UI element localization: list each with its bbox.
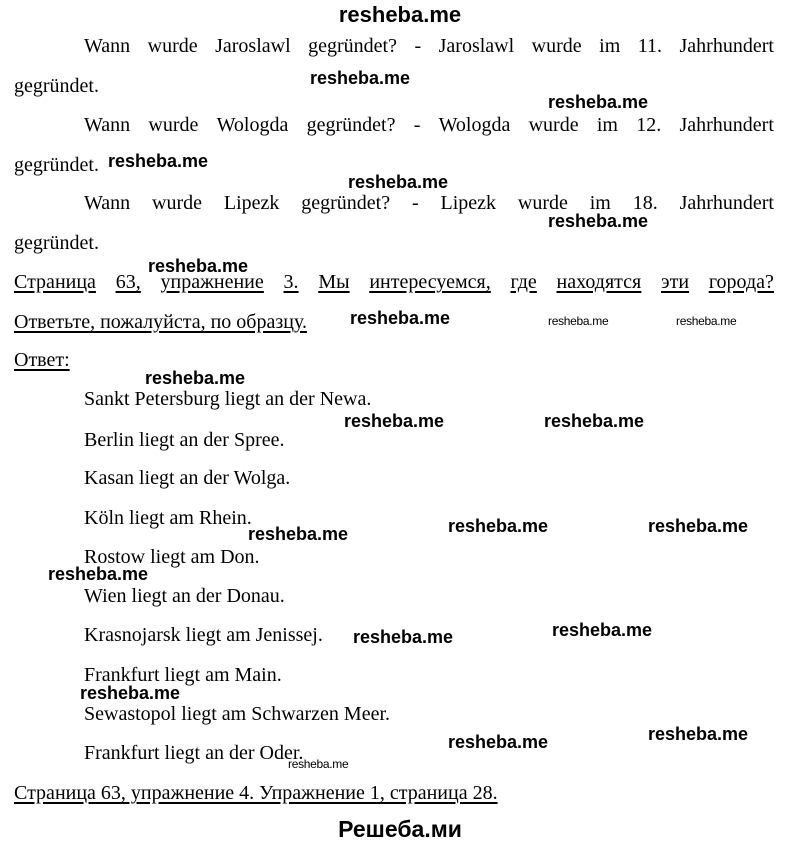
- paragraph-line: gegründet.: [14, 232, 99, 254]
- word: Jaroslawl: [215, 35, 291, 57]
- word: 11.: [637, 35, 663, 57]
- answer-item: Wien liegt an der Donau.: [84, 585, 285, 607]
- word: Wann: [84, 35, 131, 57]
- word: wurde: [531, 35, 582, 57]
- word: -: [413, 114, 421, 136]
- watermark: resheba.me: [145, 368, 246, 388]
- paragraph-lipezk: [14, 191, 774, 255]
- answer-item: Sankt Petersburg liegt an der Newa.: [84, 388, 372, 410]
- watermark: resheba.me: [548, 211, 649, 231]
- watermark: resheba.me: [48, 564, 149, 584]
- word: Страница: [14, 271, 96, 293]
- word: 18.: [632, 192, 658, 214]
- watermark: resheba.me: [80, 683, 181, 703]
- word: Мы: [318, 271, 350, 293]
- word: gegründet?: [308, 35, 397, 57]
- paragraph-line: [84, 113, 774, 137]
- answer-item: Frankfurt liegt am Main.: [84, 664, 282, 686]
- word: Wologda: [438, 114, 511, 136]
- word: 3.: [283, 271, 299, 293]
- word: gegründet?: [301, 192, 391, 214]
- word: -: [414, 35, 422, 57]
- answer-item: Frankfurt liegt an der Oder.: [84, 742, 304, 764]
- word: im: [596, 114, 618, 136]
- exercise-4-heading: Страница 63, упражнение 4. Упражнение 1, страница 28.: [14, 782, 498, 804]
- exercise-3-line: [14, 270, 774, 294]
- watermark: resheba.me: [353, 627, 454, 647]
- watermark: resheba.me: [350, 308, 451, 328]
- answer-item: Krasnojarsk liegt am Jenissej.: [84, 624, 323, 646]
- watermark: resheba.me: [548, 314, 609, 328]
- footer-brand: Решеба.ми: [338, 816, 462, 842]
- word: города?: [708, 271, 774, 293]
- watermark: resheba.me: [648, 516, 749, 536]
- word: находятся: [556, 271, 642, 293]
- word: wurde: [148, 114, 199, 136]
- word: упражнение: [160, 271, 264, 293]
- header-watermark: resheba.me: [338, 2, 462, 27]
- paragraph-line: [84, 34, 774, 58]
- watermark: resheba.me: [544, 411, 645, 431]
- paragraph-line: gegründet.: [14, 75, 99, 97]
- watermark: resheba.me: [648, 724, 749, 744]
- word: Lipezk: [440, 192, 497, 214]
- answer-item: Rostow liegt am Don.: [84, 546, 260, 568]
- word: -: [411, 192, 419, 214]
- watermark: resheba.me: [552, 620, 653, 640]
- watermark: resheba.me: [344, 411, 445, 431]
- watermark: resheba.me: [288, 757, 349, 771]
- word: Wann: [84, 114, 131, 136]
- word: Jahrhundert: [679, 114, 774, 136]
- word: im: [589, 192, 611, 214]
- word: Jaroslawl: [438, 35, 515, 57]
- watermark: resheba.me: [108, 151, 209, 171]
- watermark: resheba.me: [248, 524, 349, 544]
- watermark: resheba.me: [676, 314, 737, 328]
- exercise-3-line: Ответьте, пожалуйста, по образцу.: [14, 311, 307, 333]
- answer-item: Berlin liegt an der Spree.: [84, 429, 285, 451]
- answer-item: Köln liegt am Rhein.: [84, 507, 252, 529]
- word: Jahrhundert: [679, 192, 774, 214]
- watermark: resheba.me: [148, 256, 249, 276]
- word: wurde: [517, 192, 568, 214]
- word: где: [510, 271, 537, 293]
- word: wurde: [147, 35, 198, 57]
- word: 12.: [636, 114, 662, 136]
- word: gegründet?: [306, 114, 396, 136]
- answer-label: Ответ:: [14, 349, 70, 371]
- watermark: resheba.me: [448, 732, 549, 752]
- paragraph-line: gegründet.: [14, 154, 99, 176]
- word: Jahrhundert: [679, 35, 774, 57]
- word: Lipezk: [223, 192, 280, 214]
- word: wurde: [528, 114, 579, 136]
- paragraph-line: [84, 191, 774, 215]
- answer-item: Sewastopol liegt am Schwarzen Meer.: [84, 703, 391, 725]
- watermark: resheba.me: [448, 516, 549, 536]
- watermark: resheba.me: [310, 68, 411, 88]
- watermark: resheba.me: [548, 92, 649, 112]
- answer-item: Kasan liegt an der Wolga.: [84, 467, 291, 489]
- word: интересуемся,: [369, 271, 491, 293]
- word: wurde: [152, 192, 202, 214]
- word: эти: [661, 271, 690, 293]
- word: Wologda: [216, 114, 289, 136]
- word: Wann: [84, 192, 131, 214]
- word: 63,: [115, 271, 141, 293]
- word: im: [599, 35, 621, 57]
- watermark: resheba.me: [348, 172, 449, 192]
